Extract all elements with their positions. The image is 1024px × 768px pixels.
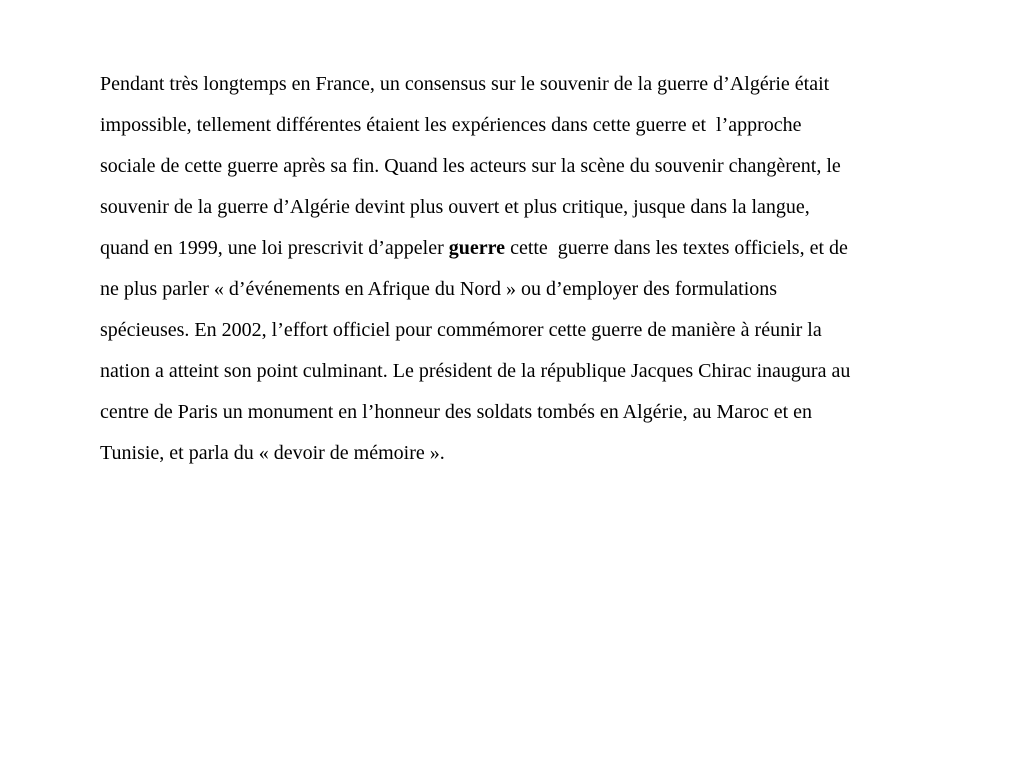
paragraph-line-8: nation a atteint son point culminant. Le président de la république Jacques Chirac inaugura au (100, 360, 851, 382)
paragraph-line-3: sociale de cette guerre après sa fin. Quand les acteurs sur la scène du souvenir changèrent, le (100, 155, 841, 177)
line-5-text-before: quand en 1999, une loi prescrivit d’appeler (100, 237, 449, 259)
paragraph-line-2: impossible, tellement différentes étaient les expériences dans cette guerre et l’approche (100, 114, 802, 136)
paragraph-line-7: spécieuses. En 2002, l’effort officiel pour commémorer cette guerre de manière à réunir la (100, 319, 822, 341)
line-5-text-after: cette guerre dans les textes officiels, et de (505, 237, 848, 259)
paragraph-line-4: souvenir de la guerre d’Algérie devint plus ouvert et plus critique, jusque dans la langue, (100, 196, 810, 218)
paragraph-line-10: Tunisie, et parla du « devoir de mémoire ». (100, 442, 445, 464)
paragraph-line-6: ne plus parler « d’événements en Afrique du Nord » ou d’employer des formulations (100, 278, 778, 300)
emphasized-word-guerre: guerre (448, 237, 506, 259)
body-paragraph (100, 64, 980, 474)
paragraph-line-9: centre de Paris un monument en l’honneur des soldats tombés en Algérie, au Maroc et en (100, 401, 813, 423)
paragraph-line-5 (100, 228, 980, 269)
paragraph-line-1: Pendant très longtemps en France, un consensus sur le souvenir de la guerre d’Algérie était (100, 73, 830, 95)
